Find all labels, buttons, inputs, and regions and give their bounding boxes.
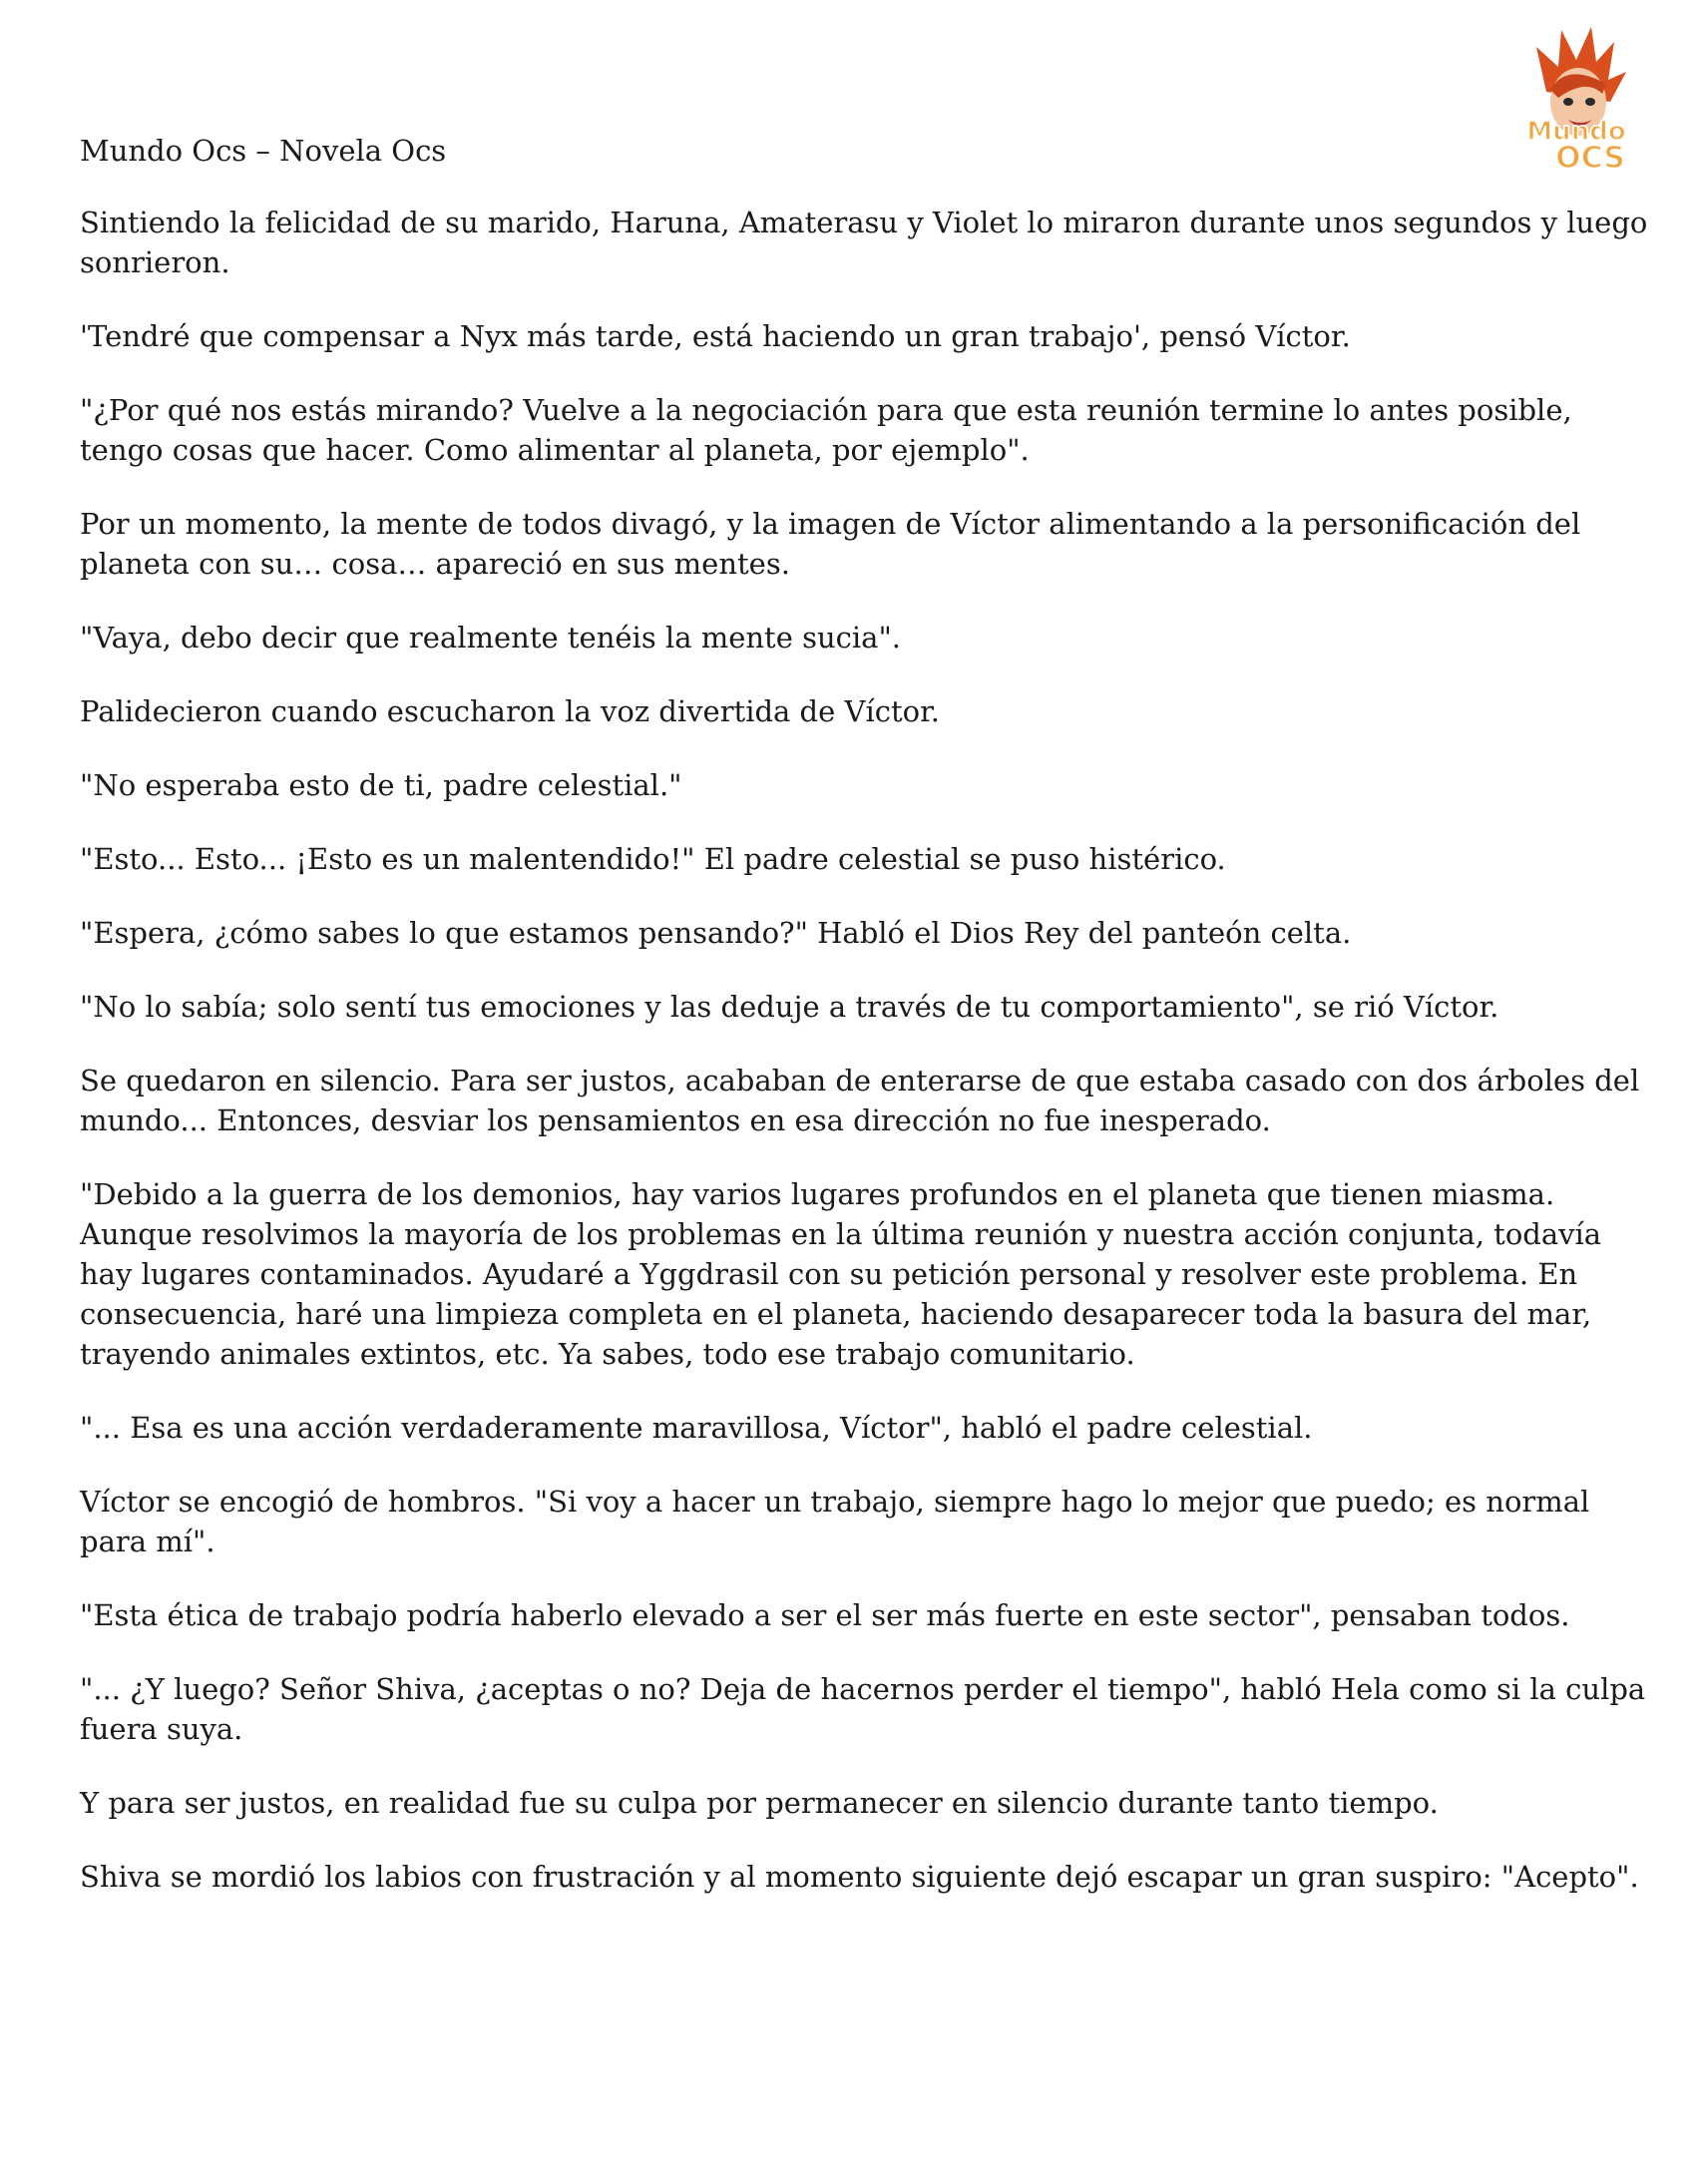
paragraph: Palidecieron cuando escucharon la voz divertida de Víctor. xyxy=(80,694,940,728)
paragraph: Víctor se encogió de hombros. "Si voy a hacer un trabajo, siempre hago lo mejor que puedo; es normal para mí". xyxy=(80,1485,1590,1558)
paragraph: "No esperaba esto de ti, padre celestial." xyxy=(80,768,682,802)
mundo-ocs-logo xyxy=(1506,22,1646,172)
paragraph: "Debido a la guerra de los demonios, hay varios lugares profundos en el planeta que tienen miasma. Aunque resolvimos la mayoría de los problemas en la última reunión y nuestra acción conjunta, todavía hay lugares contaminados. Ayudaré a Yggdrasil con su petición personal y resolver este problema. En consecuencia, haré una limpieza completa en el planeta, haciendo desaparecer toda la basura del mar, trayendo animales extintos, etc. Ya sabes, todo ese trabajo comunitario. xyxy=(80,1177,1602,1371)
paragraph: Y para ser justos, en realidad fue su culpa por permanecer en silencio durante tanto tiempo. xyxy=(80,1786,1439,1820)
paragraph: "Esta ética de trabajo podría haberlo elevado a ser el ser más fuerte en este sector", pensaban todos. xyxy=(80,1598,1570,1632)
paragraph: "Esto... Esto... ¡Esto es un malentendido!" El padre celestial se puso histérico. xyxy=(80,842,1226,876)
paragraph: Sintiendo la felicidad de su marido, Haruna, Amaterasu y Violet lo miraron durante unos segundos y luego sonrieron. xyxy=(80,206,1648,279)
paragraph: Shiva se mordió los labios con frustración y al momento siguiente dejó escapar un gran suspiro: "Acepto". xyxy=(80,1860,1639,1894)
paragraph: "... Esa es una acción verdaderamente maravillosa, Víctor", habló el padre celestial. xyxy=(80,1411,1313,1445)
svg-text:Mundo: Mundo xyxy=(1526,117,1626,147)
paragraph: Por un momento, la mente de todos divagó, y la imagen de Víctor alimentando a la personificación del planeta con su… cosa… apareció en sus mentes. xyxy=(80,507,1581,581)
paragraph: "Vaya, debo decir que realmente tenéis la mente sucia". xyxy=(80,621,902,655)
paragraph: "Espera, ¿cómo sabes lo que estamos pensando?" Habló el Dios Rey del panteón celta. xyxy=(80,916,1352,950)
svg-text:OCS: OCS xyxy=(1555,141,1625,172)
mundo-ocs-logo-icon xyxy=(1506,22,1646,172)
paragraph: "¿Por qué nos estás mirando? Vuelve a la negociación para que esta reunión termine lo antes posible, tengo cosas que hacer. Como alimentar al planeta, por ejemplo". xyxy=(80,393,1572,467)
paragraph: Se quedaron en silencio. Para ser justos, acababan de enterarse de que estaba casado con dos árboles del mundo... Entonces, desviar los pensamientos en esa dirección no fue inesperado. xyxy=(80,1064,1640,1137)
paragraph: "... ¿Y luego? Señor Shiva, ¿aceptas o no? Deja de hacernos perder el tiempo", habló Hela como si la culpa fuera suya. xyxy=(80,1672,1646,1746)
document-header: Mundo Ocs – Novela Ocs xyxy=(80,134,447,168)
paragraph: 'Tendré que compensar a Nyx más tarde, está haciendo un gran trabajo', pensó Víctor. xyxy=(80,319,1351,353)
document-body xyxy=(80,203,1656,1931)
paragraph: "No lo sabía; solo sentí tus emociones y las deduje a través de tu comportamiento", se rió Víctor. xyxy=(80,990,1499,1024)
